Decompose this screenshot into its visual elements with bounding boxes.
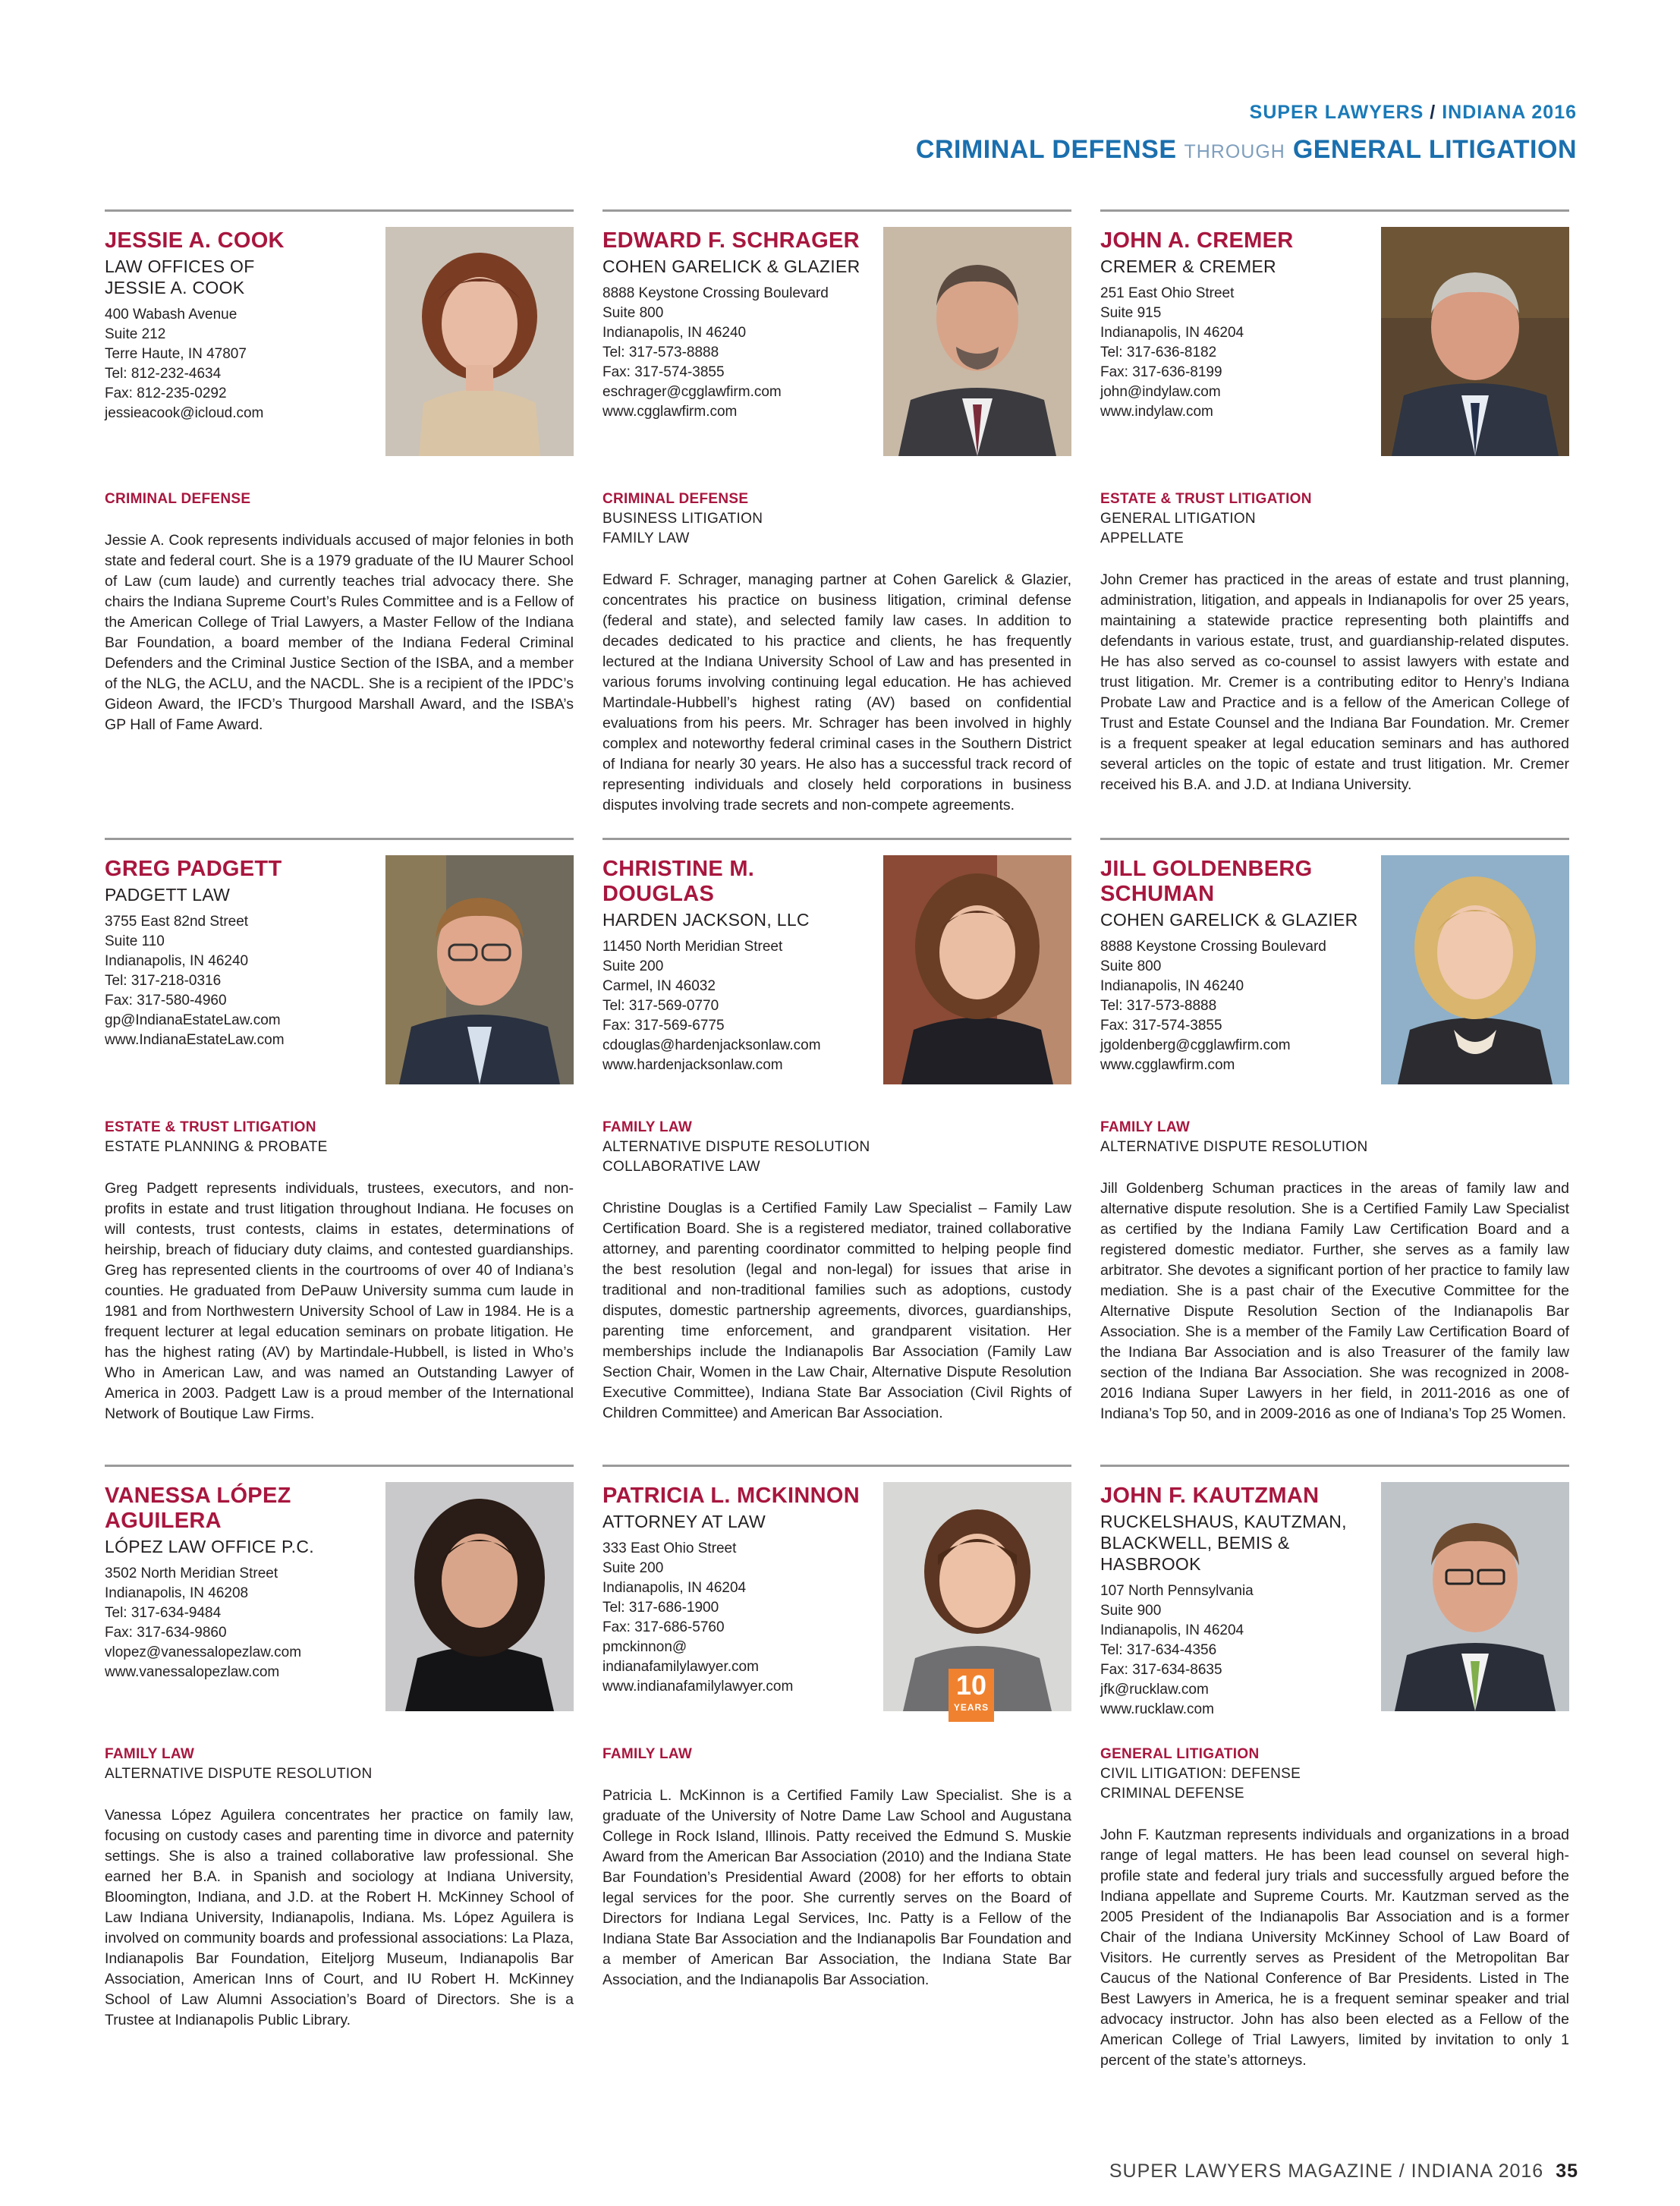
name-line: JILL GOLDENBERG <box>1100 857 1313 881</box>
lawyer-name <box>1100 857 1373 907</box>
lawyer-bio: Jessie A. Cook represents individuals accused of major felonies in both state and federal court. She is a 1979 graduate of the IU Maurer School of Law (cum laude) and currently teaches trial advocacy there. She chairs the Indiana Supreme Court’s Rules Committee and is a Fellow of the American College of Trial Lawyers, a Master Fellow of the Indiana Bar Foundation, a board member of the Indiana Federal Criminal Defenders and the Criminal Justice Section of the ISBA, and a member of the NLG, the ACLU, and the NACDL. She is a recipient of the IPDC’s Gideon Award, the IFCD’s Thurgood Marshall Award, and the ISBA’s GP Hall of Fame Award. <box>105 532 574 733</box>
contact-block <box>1100 1581 1373 1720</box>
firm-line: COHEN GARELICK & GLAZIER <box>602 256 860 276</box>
address-line: Suite 212 <box>105 326 166 342</box>
name-line: JOHN A. CREMER <box>1100 228 1294 253</box>
address-line: vlopez@vanessalopezlaw.com <box>105 1644 302 1660</box>
address-line: 8888 Keystone Crossing Boulevard <box>1100 939 1326 955</box>
secondary-areas-line: BUSINESS LITIGATION <box>602 511 763 527</box>
name-line: CHRISTINE M. <box>602 857 755 881</box>
secondary-areas-line: ALTERNATIVE DISPUTE RESOLUTION <box>105 1766 373 1782</box>
address-line: Suite 915 <box>1100 305 1162 321</box>
address-line: Indianapolis, IN 46240 <box>105 953 249 969</box>
lawyer-info <box>105 1484 378 1682</box>
firm-name <box>1100 909 1373 930</box>
firm-line: HASBROOK <box>1100 1554 1201 1574</box>
secondary-practice-areas <box>1100 1764 1569 1804</box>
address-line: 107 North Pennsylvania <box>1100 1583 1254 1599</box>
lawyer-photo <box>883 227 1071 456</box>
secondary-practice-areas <box>602 1138 1071 1177</box>
secondary-practice-areas <box>602 509 1071 549</box>
address-line: Fax: 317-634-9860 <box>105 1625 227 1641</box>
address-line: 400 Wabash Avenue <box>105 307 238 323</box>
primary-practice-area: ESTATE & TRUST LITIGATION <box>1100 491 1312 507</box>
address-line: Tel: 317-569-0770 <box>602 998 719 1014</box>
address-line: cdouglas@hardenjacksonlaw.com <box>602 1037 821 1053</box>
lawyer-name <box>105 228 378 253</box>
firm-line: COHEN GARELICK & GLAZIER <box>1100 910 1358 930</box>
address-line: Fax: 812-235-0292 <box>105 385 227 401</box>
lawyer-bio: John Cremer has practiced in the areas of estate and trust planning, administration, litigation, and appeals in Indianapolis for over 25 years, maintaining a statewide practice representing both plaintiffs and defendants in various estate, trust, and guardianship-related disputes. He has also served as co-counsel to assist lawyers with estate and trust litigation. Mr. Cremer is a contributing editor to Henry’s Indiana Probate Law and Practice and is a fellow of the American College of Trust and Estate Counsel and the Indiana Bar Foundation. Mr. Cremer is a frequent speaker at legal education seminars and has authored several articles on the topic of estate and trust litigation. Mr. Cremer received his B.A. and J.D. at Indiana University. <box>1100 571 1569 793</box>
section-through: THROUGH <box>1184 141 1285 162</box>
firm-line: JESSIE A. COOK <box>105 278 245 297</box>
primary-practice-area: GENERAL LITIGATION <box>1100 1746 1260 1762</box>
address-line: jessieacook@icloud.com <box>105 405 264 421</box>
section-start: CRIMINAL DEFENSE <box>915 135 1177 164</box>
address-line: Indianapolis, IN 46240 <box>602 325 747 341</box>
firm-line: ATTORNEY AT LAW <box>602 1512 766 1531</box>
section-title <box>916 135 1577 165</box>
running-header <box>1250 102 1577 124</box>
lawyer-bio: Vanessa López Aguilera concentrates her practice on family law, focusing on custody cases and parenting time in divorce and paternity settings. She is also a trained collaborative law professional. She earned her B.A. in Spanish and sociology at Indiana University, Bloomington, Indiana, and J.D. at the Robert H. McKinney School of Law Indiana University, Indianapolis, Indiana. Ms. López Aguilera is involved on community boards and professional associations: La Plaza, Indianapolis Bar Foundation, Eiteljorg Museum, Indianapolis Bar Association, American Inns of Court, and IU Robert H. McKinney School of Law Alumni Association’s Board of Directors. She is a Trustee at Indianapolis Public Library. <box>105 1807 574 2028</box>
lawyer-name <box>1100 1484 1373 1509</box>
lawyer-card-lopez-aguilera <box>105 1465 574 2031</box>
contact-block <box>105 1564 378 1682</box>
lawyer-info <box>105 228 378 423</box>
lawyer-photo <box>1381 227 1569 456</box>
lawyer-photo <box>1381 1482 1569 1711</box>
lawyer-name <box>105 1484 378 1534</box>
lawyer-bio: Christine Douglas is a Certified Family Law Specialist – Family Law Certification Board. She is a registered mediator, trained collaborative attorney, and parenting coordinator committed to helping people find the best resolution (legal and non-legal) for issues that arise in traditional and non-traditional families such as adoptions, custody disputes, domestic partnership agreements, divorces, guardianships, parenting time enforcement, and grandparent visitation. Her memberships include the Indianapolis Bar Association (Family Law Section Chair, Women in the Law Chair, Alternative Dispute Resolution Executive Committee), Indiana State Bar Association (Civil Rights of Children Committee) and American Bar Association. <box>602 1200 1071 1421</box>
secondary-areas-line: CRIMINAL DEFENSE <box>1100 1786 1244 1802</box>
address-line: 3502 North Meridian Street <box>105 1566 278 1581</box>
firm-line: LÓPEZ LAW OFFICE P.C. <box>105 1537 314 1556</box>
address-line: Suite 800 <box>602 305 664 321</box>
firm-name <box>1100 1511 1373 1575</box>
secondary-areas-line: ESTATE PLANNING & PROBATE <box>105 1139 328 1155</box>
address-line: Tel: 317-686-1900 <box>602 1600 719 1616</box>
lawyer-bio: John F. Kautzman represents individuals and organizations in a broad range of legal matters. He has been lead counsel on several high-profile state and federal jury trials and successfully argued before the Indiana appellate and Supreme Courts. Mr. Kautzman served as the 2005 President of the Indianapolis Bar Association and is a former Chair of the Indiana University McKinney School of Law Board of Visitors. He currently serves as President of the Metropolitan Bar Caucus of the National Conference of Bar Presidents. Listed in The Best Lawyers in America, he is a frequent seminar speaker and trial advocacy instructor. John has also been elected as a Fellow of the American College of Trial Lawyers, limited by invitation to only 1 percent of the state’s attorneys. <box>1100 1827 1569 2069</box>
address-line: Suite 800 <box>1100 958 1162 974</box>
lawyer-card-cremer <box>1100 209 1569 795</box>
lawyer-info <box>1100 228 1373 422</box>
address-line: Indianapolis, IN 46204 <box>1100 325 1244 341</box>
address-line: Tel: 317-634-9484 <box>105 1605 222 1621</box>
address-line: 8888 Keystone Crossing Boulevard <box>602 285 829 301</box>
lawyer-card-douglas <box>602 838 1071 1424</box>
contact-block <box>105 912 378 1050</box>
address-line: Terre Haute, IN 47807 <box>105 346 247 362</box>
lawyer-card-kautzman <box>1100 1465 1569 2071</box>
lawyer-card-mckinnon <box>602 1465 1071 1990</box>
secondary-practice-areas <box>105 1138 574 1157</box>
lawyer-info <box>1100 857 1373 1075</box>
footer-magazine: SUPER LAWYERS MAGAZINE / INDIANA 2016 <box>1109 2160 1544 2182</box>
address-line: Fax: 317-574-3855 <box>602 364 725 380</box>
address-line: Tel: 317-218-0316 <box>105 973 222 989</box>
address-line: Indianapolis, IN 46204 <box>602 1580 747 1596</box>
secondary-areas-line: ALTERNATIVE DISPUTE RESOLUTION <box>602 1139 870 1155</box>
firm-name <box>602 1511 876 1532</box>
address-line: Suite 110 <box>105 933 165 949</box>
contact-block <box>602 284 876 422</box>
lawyer-name <box>602 1484 876 1509</box>
address-line: 333 East Ohio Street <box>602 1540 737 1556</box>
address-line: www.cgglawfirm.com <box>602 404 738 420</box>
firm-line: BLACKWELL, BEMIS & <box>1100 1533 1290 1553</box>
address-line: Suite 200 <box>602 1560 664 1576</box>
address-line: Fax: 317-634-8635 <box>1100 1662 1222 1678</box>
primary-practice-area: CRIMINAL DEFENSE <box>105 491 251 507</box>
name-line: GREG PADGETT <box>105 857 282 881</box>
address-line: eschrager@cgglawfirm.com <box>602 384 782 400</box>
page-footer <box>1109 2160 1578 2182</box>
lawyer-card-cook <box>105 209 574 735</box>
address-line: Fax: 317-569-6775 <box>602 1018 725 1034</box>
address-line: pmckinnon@ <box>602 1639 687 1655</box>
lawyer-card-schuman <box>1100 838 1569 1424</box>
name-line: VANESSA LÓPEZ <box>105 1484 291 1508</box>
firm-line: LAW OFFICES OF <box>105 256 255 276</box>
firm-name <box>602 256 876 277</box>
lawyer-bio: Edward F. Schrager, managing partner at Cohen Garelick & Glazier, concentrates his practice on business litigation, criminal defense (federal and state), and selected family law cases. In addition to decades dedicated to his practice and clients, he has frequently lectured at the Indiana University School of Law and has presented in various forums involving continuing legal education. He has achieved Martindale-Hubbell’s highest rating (AV) based on confidential evaluations from his peers. Mr. Schrager has been involved in highly complex and noteworthy federal criminal cases in the Southern District of Indiana for nearly 30 years. He also has a successful track record of representing individuals and closely held corporations in business disputes involving trade secrets and non-compete agreements. <box>602 571 1071 813</box>
address-line: Suite 200 <box>602 958 664 974</box>
lawyer-photo <box>385 1482 574 1711</box>
address-line: Tel: 317-634-4356 <box>1100 1642 1217 1658</box>
contact-block <box>105 305 378 423</box>
secondary-practice-areas <box>1100 1138 1569 1157</box>
address-line: 251 East Ohio Street <box>1100 285 1235 301</box>
address-line: Indianapolis, IN 46208 <box>105 1585 249 1601</box>
lawyer-photo <box>883 855 1071 1084</box>
lawyer-info <box>105 857 378 1050</box>
primary-practice-area: FAMILY LAW <box>105 1746 195 1762</box>
contact-block <box>1100 284 1373 422</box>
firm-line: HARDEN JACKSON, LLC <box>602 910 810 930</box>
address-line: www.cgglawfirm.com <box>1100 1057 1235 1073</box>
address-line: Fax: 317-580-4960 <box>105 993 227 1009</box>
address-line: Fax: 317-574-3855 <box>1100 1018 1222 1034</box>
lawyer-card-schrager <box>602 209 1071 816</box>
address-line: Tel: 317-573-8888 <box>1100 998 1217 1014</box>
secondary-areas-line: COLLABORATIVE LAW <box>602 1159 760 1175</box>
lawyer-bio: Jill Goldenberg Schuman practices in the areas of family law and alternative dispute resolution. She is a Certified Family Law Specialist as certified by the Indiana Family Law Certification Board and a registered domestic mediator. Further, she serves as a family law arbitrator. She devotes a significant portion of her practice to family law mediation. She is a past chair of the Executive Committee for the Alternative Dispute Resolution Section of the Indianapolis Bar Association. She is a member of the Family Law Certification Board of the Indiana Bar Association and is also Treasurer of the family law section of the Indiana Bar Association. She was recognized in 2008-2016 Indiana Super Lawyers in her field, in 2011-2016 as one of Indiana’s Top 50, and in 2009-2016 as one of Indiana’s Top 25 Women. <box>1100 1180 1569 1422</box>
lawyer-bio: Greg Padgett represents individuals, trustees, executors, and non-profits in estate and trust litigation throughout Indiana. He focuses on will contests, trust contests, claims in estates, determinations of heirship, breach of fiduciary duty claims, and contested guardianships. Greg has represented clients in the courtrooms of over 40 of Indiana’s counties. He graduated from DePauw University summa cum laude in 1981 and from Northwestern University School of Law in 1984. He is a frequent lecturer at legal education seminars on probate litigation. He has the highest rating (AV) by Martindale-Hubbell, is listed in Who’s Who in American Law, and was named an Outstanding Lawyer of America in 2003. Padgett Law is a proud member of the International Network of Boutique Law Firms. <box>105 1180 574 1422</box>
address-line: john@indylaw.com <box>1100 384 1221 400</box>
name-line: JOHN F. KAUTZMAN <box>1100 1484 1320 1508</box>
address-line: www.rucklaw.com <box>1100 1701 1214 1717</box>
address-line: Indianapolis, IN 46240 <box>1100 978 1244 994</box>
firm-name <box>105 1536 378 1557</box>
address-line: Tel: 317-573-8888 <box>602 345 719 360</box>
firm-name <box>602 909 876 930</box>
address-line: www.IndianaEstateLaw.com <box>105 1032 285 1048</box>
ten-years-badge <box>949 1669 994 1722</box>
header-separator: / <box>1430 102 1436 123</box>
badge-number: 10 <box>955 1669 987 1701</box>
secondary-practice-areas <box>105 1764 574 1784</box>
address-line: jgoldenberg@cgglawfirm.com <box>1100 1037 1291 1053</box>
secondary-areas-line: GENERAL LITIGATION <box>1100 511 1256 527</box>
lawyer-info <box>1100 1484 1373 1720</box>
address-line: Indianapolis, IN 46204 <box>1100 1622 1244 1638</box>
lawyer-card-padgett <box>105 838 574 1424</box>
lawyer-photo <box>385 855 574 1084</box>
lawyer-photo <box>385 227 574 456</box>
address-line: Tel: 317-636-8182 <box>1100 345 1217 360</box>
name-line: DOUGLAS <box>602 882 715 906</box>
address-line: Tel: 812-232-4634 <box>105 366 222 382</box>
firm-name <box>105 884 378 905</box>
address-line: www.indylaw.com <box>1100 404 1213 420</box>
edition-label: INDIANA 2016 <box>1442 102 1577 123</box>
name-line: AGUILERA <box>105 1509 222 1533</box>
lawyer-info <box>602 228 876 422</box>
address-line: Carmel, IN 46032 <box>602 978 716 994</box>
address-line: 11450 North Meridian Street <box>602 939 783 955</box>
primary-practice-area: ESTATE & TRUST LITIGATION <box>105 1119 316 1135</box>
secondary-areas-line: CIVIL LITIGATION: DEFENSE <box>1100 1766 1301 1782</box>
firm-line: RUCKELSHAUS, KAUTZMAN, <box>1100 1512 1347 1531</box>
secondary-areas-line: FAMILY LAW <box>602 530 690 546</box>
address-line: www.indianafamilylawyer.com <box>602 1679 794 1695</box>
section-end: GENERAL LITIGATION <box>1292 135 1577 164</box>
contact-block <box>602 937 876 1075</box>
secondary-areas-line: APPELLATE <box>1100 530 1184 546</box>
firm-name <box>105 256 378 298</box>
lawyer-name <box>602 857 876 907</box>
firm-line: PADGETT LAW <box>105 885 231 905</box>
contact-block <box>602 1539 876 1697</box>
badge-label: YEARS <box>953 1702 989 1713</box>
name-line: PATRICIA L. MCKINNON <box>602 1484 860 1508</box>
address-line: 3755 East 82nd Street <box>105 914 249 930</box>
lawyer-info <box>602 1484 876 1697</box>
address-line: Suite 900 <box>1100 1603 1162 1619</box>
address-line: www.hardenjacksonlaw.com <box>602 1057 783 1073</box>
lawyer-bio: Patricia L. McKinnon is a Certified Family Law Specialist. She is a graduate of the University of Notre Dame Law School and Augustana College in Rock Island, Illinois. Patty received the Edmund S. Muskie Award from the American Bar Association (2010) and the Indiana State Bar Foundation’s Presidential Award (2008) for her efforts to obtain legal services for the poor. She currently serves on the Board of Directors for Indiana Legal Services, Inc. Patty is a Fellow of the Indiana State Bar Association and the Indianapolis Bar Foundation and a member of American Bar Association, the Indiana State Bar Association, and the Indianapolis Bar Association. <box>602 1787 1071 1988</box>
primary-practice-area: FAMILY LAW <box>1100 1119 1191 1135</box>
firm-name <box>1100 256 1373 277</box>
name-line: EDWARD F. SCHRAGER <box>602 228 860 253</box>
address-line: Fax: 317-686-5760 <box>602 1619 725 1635</box>
secondary-practice-areas <box>1100 509 1569 549</box>
primary-practice-area: FAMILY LAW <box>602 1746 693 1762</box>
address-line: www.vanessalopezlaw.com <box>105 1664 280 1680</box>
lawyer-name <box>105 857 378 882</box>
address-line: Fax: 317-636-8199 <box>1100 364 1222 380</box>
secondary-areas-line: ALTERNATIVE DISPUTE RESOLUTION <box>1100 1139 1368 1155</box>
primary-practice-area: FAMILY LAW <box>602 1119 693 1135</box>
contact-block <box>1100 937 1373 1075</box>
primary-practice-area: CRIMINAL DEFENSE <box>602 491 749 507</box>
brand-label: SUPER LAWYERS <box>1249 102 1424 123</box>
lawyer-name <box>1100 228 1373 253</box>
name-line: SCHUMAN <box>1100 882 1215 906</box>
address-line: indianafamilylawyer.com <box>602 1659 759 1675</box>
firm-line: CREMER & CREMER <box>1100 256 1276 276</box>
address-line: gp@IndianaEstateLaw.com <box>105 1012 281 1028</box>
lawyer-info <box>602 857 876 1075</box>
address-line: jfk@rucklaw.com <box>1100 1682 1209 1698</box>
name-line: JESSIE A. COOK <box>105 228 285 253</box>
lawyer-photo <box>1381 855 1569 1084</box>
page-number: 35 <box>1556 2160 1578 2182</box>
lawyer-name <box>602 228 876 253</box>
